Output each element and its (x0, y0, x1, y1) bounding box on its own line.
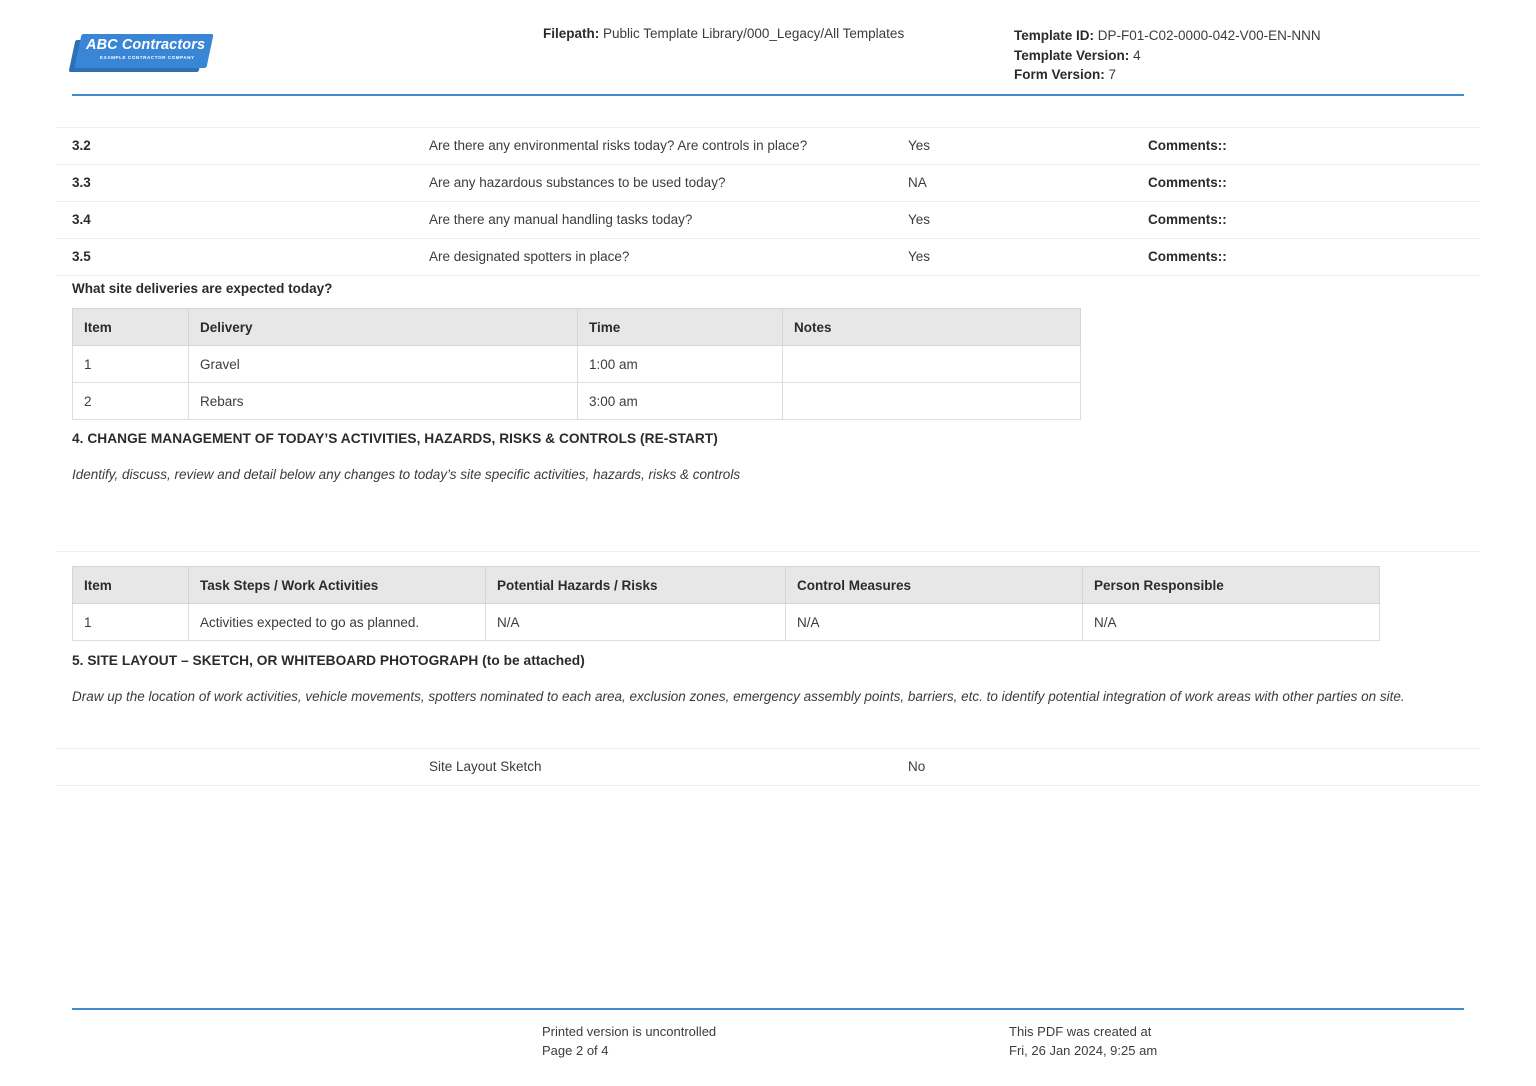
question-number: 3.3 (72, 175, 91, 190)
footer-page-number: Page 2 of 4 (542, 1043, 609, 1058)
template-version-value: 4 (1133, 47, 1141, 63)
cell-delivery: Rebars (189, 383, 578, 420)
company-logo (72, 34, 212, 76)
cell-item: 2 (73, 383, 189, 420)
table-row (73, 604, 1380, 641)
column-header-potential-hazards: Potential Hazards / Risks (486, 567, 786, 604)
cell-notes (783, 383, 1081, 420)
question-text: Are designated spotters in place? (429, 249, 630, 264)
logo-title: ABC Contractors (86, 37, 206, 53)
table-header-row (73, 567, 1380, 604)
header-divider (72, 94, 1464, 96)
question-answer: Yes (908, 249, 931, 264)
footer-right (1009, 1022, 1157, 1060)
question-comments-label: Comments:: (1148, 175, 1227, 190)
column-header-task-steps: Task Steps / Work Activities (189, 567, 486, 604)
footer-created-timestamp: Fri, 26 Jan 2024, 9:25 am (1009, 1043, 1158, 1058)
sketch-label: Site Layout Sketch (429, 759, 542, 774)
question-answer: Yes (908, 138, 931, 153)
cell-delivery: Gravel (189, 346, 578, 383)
filepath-value: Public Template Library/000_Legacy/All Templates (603, 26, 905, 41)
footer-divider (72, 1008, 1464, 1010)
table-row (73, 346, 1081, 383)
question-comments-label: Comments:: (1148, 212, 1227, 227)
column-header-control-measures: Control Measures (786, 567, 1083, 604)
question-comments-label: Comments:: (1148, 138, 1227, 153)
column-header-notes: Notes (783, 309, 1081, 346)
table-row (73, 383, 1081, 420)
table-header-row (73, 309, 1081, 346)
template-id-label: Template ID: (1014, 28, 1095, 43)
question-list (56, 127, 1480, 276)
form-version-line (1014, 65, 1321, 85)
footer-left (542, 1022, 716, 1060)
column-header-delivery: Delivery (189, 309, 578, 346)
filepath-label: Filepath: (543, 26, 600, 41)
cell-task-steps: Activities expected to go as planned. (189, 604, 486, 641)
form-version-value: 7 (1108, 67, 1117, 82)
question-row (56, 239, 1480, 276)
question-text: Are there any environmental risks today? Are controls in place? (429, 138, 808, 153)
template-version-line (1014, 46, 1321, 66)
filepath-line (543, 26, 904, 41)
footer-created-label: This PDF was created at (1009, 1024, 1152, 1039)
footer-print-notice: Printed version is uncontrolled (542, 1024, 717, 1039)
cell-potential-hazards: N/A (486, 604, 786, 641)
section5-note: Draw up the location of work activities, vehicle movements, spotters nominated to each area, exclusion zones, emergency assembly points, barriers, etc. to identify potential integration of work areas with other parties on site. (72, 689, 1405, 704)
template-meta (1014, 26, 1321, 85)
cell-item: 1 (73, 346, 189, 383)
question-comments-label: Comments:: (1148, 249, 1227, 264)
section4-note: Identify, discuss, review and detail below any changes to today’s site specific activities, hazards, risks & controls (72, 467, 741, 482)
section4-divider (56, 551, 1480, 552)
column-header-item: Item (73, 567, 189, 604)
question-answer: Yes (908, 212, 931, 227)
logo-text (72, 34, 212, 74)
template-id-value: DP-F01-C02-0000-042-V00-EN-NNN (1097, 28, 1321, 43)
change-management-table (72, 566, 1380, 641)
template-version-label: Template Version: (1014, 47, 1130, 63)
logo-subtitle: EXAMPLE CONTRACTOR COMPANY (100, 55, 195, 60)
question-row (56, 165, 1480, 202)
cell-item: 1 (73, 604, 189, 641)
column-header-person-responsible: Person Responsible (1083, 567, 1380, 604)
question-text: Are any hazardous substances to be used today? (429, 175, 726, 190)
cell-control-measures: N/A (786, 604, 1083, 641)
deliveries-heading: What site deliveries are expected today? (72, 281, 333, 296)
question-answer: NA (908, 175, 927, 190)
question-row (56, 202, 1480, 239)
cell-time: 3:00 am (578, 383, 783, 420)
question-number: 3.5 (72, 249, 91, 264)
deliveries-table (72, 308, 1081, 420)
template-id-line (1014, 26, 1321, 46)
question-row (56, 127, 1480, 165)
column-header-time: Time (578, 309, 783, 346)
sketch-value: No (908, 759, 926, 774)
question-number: 3.2 (72, 138, 91, 153)
column-header-item: Item (73, 309, 189, 346)
page-header (0, 0, 1536, 96)
cell-notes (783, 346, 1081, 383)
site-layout-sketch-row (56, 748, 1480, 785)
question-text: Are there any manual handling tasks today? (429, 212, 693, 227)
question-number: 3.4 (72, 212, 91, 227)
form-version-label: Form Version: (1014, 67, 1105, 82)
section5-title: 5. SITE LAYOUT – SKETCH, OR WHITEBOARD PHOTOGRAPH (to be attached) (72, 653, 585, 668)
sketch-row-bottom-divider (56, 785, 1480, 786)
section4-title: 4. CHANGE MANAGEMENT OF TODAY’S ACTIVITIES, HAZARDS, RISKS & CONTROLS (RE-START) (72, 431, 718, 446)
cell-person-responsible: N/A (1083, 604, 1380, 641)
cell-time: 1:00 am (578, 346, 783, 383)
